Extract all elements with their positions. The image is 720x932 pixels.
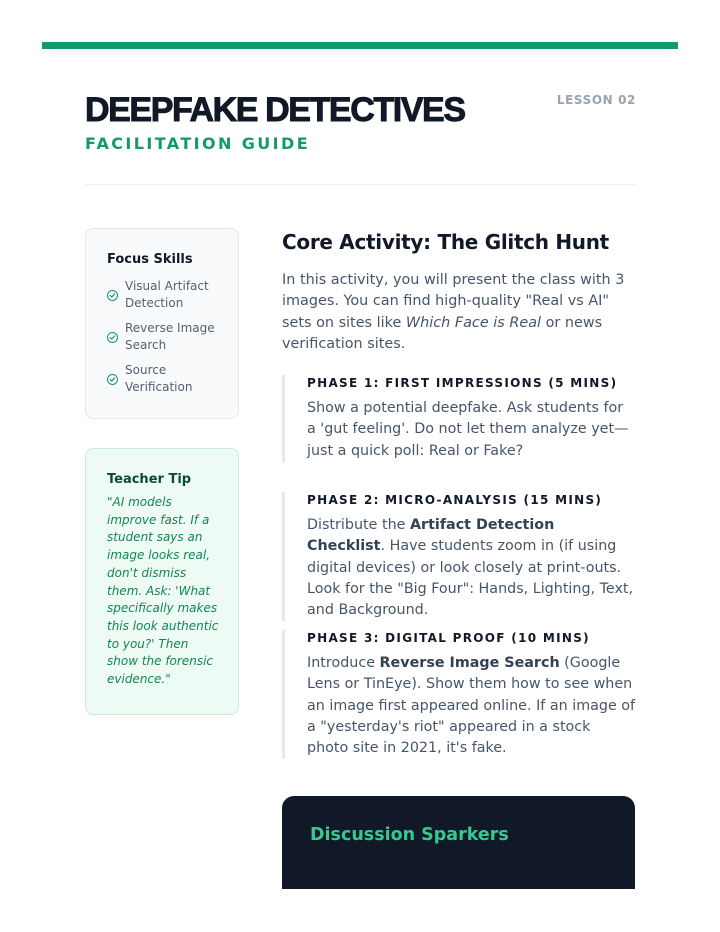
discussion-sparkers-card (282, 796, 635, 889)
focus-skills-title: Focus Skills (107, 252, 193, 267)
skill-label: Reverse Image Search (125, 321, 215, 352)
phase-title: PHASE 1: FIRST IMPRESSIONS (5 MINS) (307, 376, 618, 390)
discussion-sparkers-title: Discussion Sparkers (310, 825, 509, 845)
top-accent-bar (42, 42, 678, 49)
phase-body-strong: Artifact Detection Checklist (307, 517, 555, 555)
phase-title: PHASE 3: DIGITAL PROOF (10 MINS) (307, 631, 590, 645)
skill-label: Source Verification (125, 363, 193, 394)
phase-block (282, 492, 636, 621)
phase-body (307, 653, 636, 759)
list-item (107, 362, 222, 396)
focus-skills-card (85, 228, 239, 419)
phase-body-text: Introduce (307, 655, 380, 671)
intro-site-name: Which Face is Real (405, 314, 542, 331)
phase-block (282, 375, 636, 462)
teacher-tip-card (85, 448, 239, 715)
phase-title: PHASE 2: MICRO-ANALYSIS (15 MINS) (307, 493, 603, 507)
phase-body-text-end: (Google Lens or TinEye). Show them how to see when an image first appeared online. If an image of a "yesterday's riot" appeared in a stock photo site in 2021, it's fake. (307, 655, 636, 757)
focus-skills-list (107, 278, 222, 396)
core-activity-section (282, 228, 636, 757)
header-divider (85, 184, 636, 185)
phase-body-text: Distribute the (307, 517, 410, 533)
intro-text: In this activity, you will present the class with 3 images. You can find high-quality "Real vs AI" sets on sites like (282, 272, 625, 331)
page-subtitle: FACILITATION GUIDE (85, 134, 311, 153)
skill-label: Visual Artifact Detection (125, 279, 209, 310)
intro-paragraph (282, 270, 636, 355)
list-item (107, 320, 222, 354)
check-circle-icon (107, 290, 118, 301)
phase-body-strong: Reverse Image Search (379, 655, 560, 671)
section-title: Core Activity: The Glitch Hunt (282, 230, 609, 254)
page-header (85, 90, 636, 154)
teacher-tip-title: Teacher Tip (107, 472, 192, 487)
check-circle-icon (107, 374, 118, 385)
lesson-number: LESSON 02 (556, 93, 636, 107)
list-item (107, 278, 222, 312)
phase-body: Show a potential deepfake. Ask students for a 'gut feeling'. Do not let them analyze yet—just a quick poll: Real or Fake? (307, 400, 629, 459)
check-circle-icon (107, 332, 118, 343)
phase-body (307, 515, 636, 621)
phase-block (282, 630, 636, 759)
phase-body-text-end: . Have students zoom in (if using digital devices) or look closely at print-outs. Look for the "Big Four": Hands, Lighting, Text, and Background. (307, 538, 634, 619)
page-title: DEEPFAKE DETECTIVES (85, 91, 465, 129)
teacher-tip-text: "AI models improve fast. If a student says an image looks real, don't dismiss them. Ask: 'What specifically makes this look authentic to you?' Then show the forensic evidence." (107, 495, 219, 687)
intro-text-end: or news verification sites. (282, 314, 603, 352)
